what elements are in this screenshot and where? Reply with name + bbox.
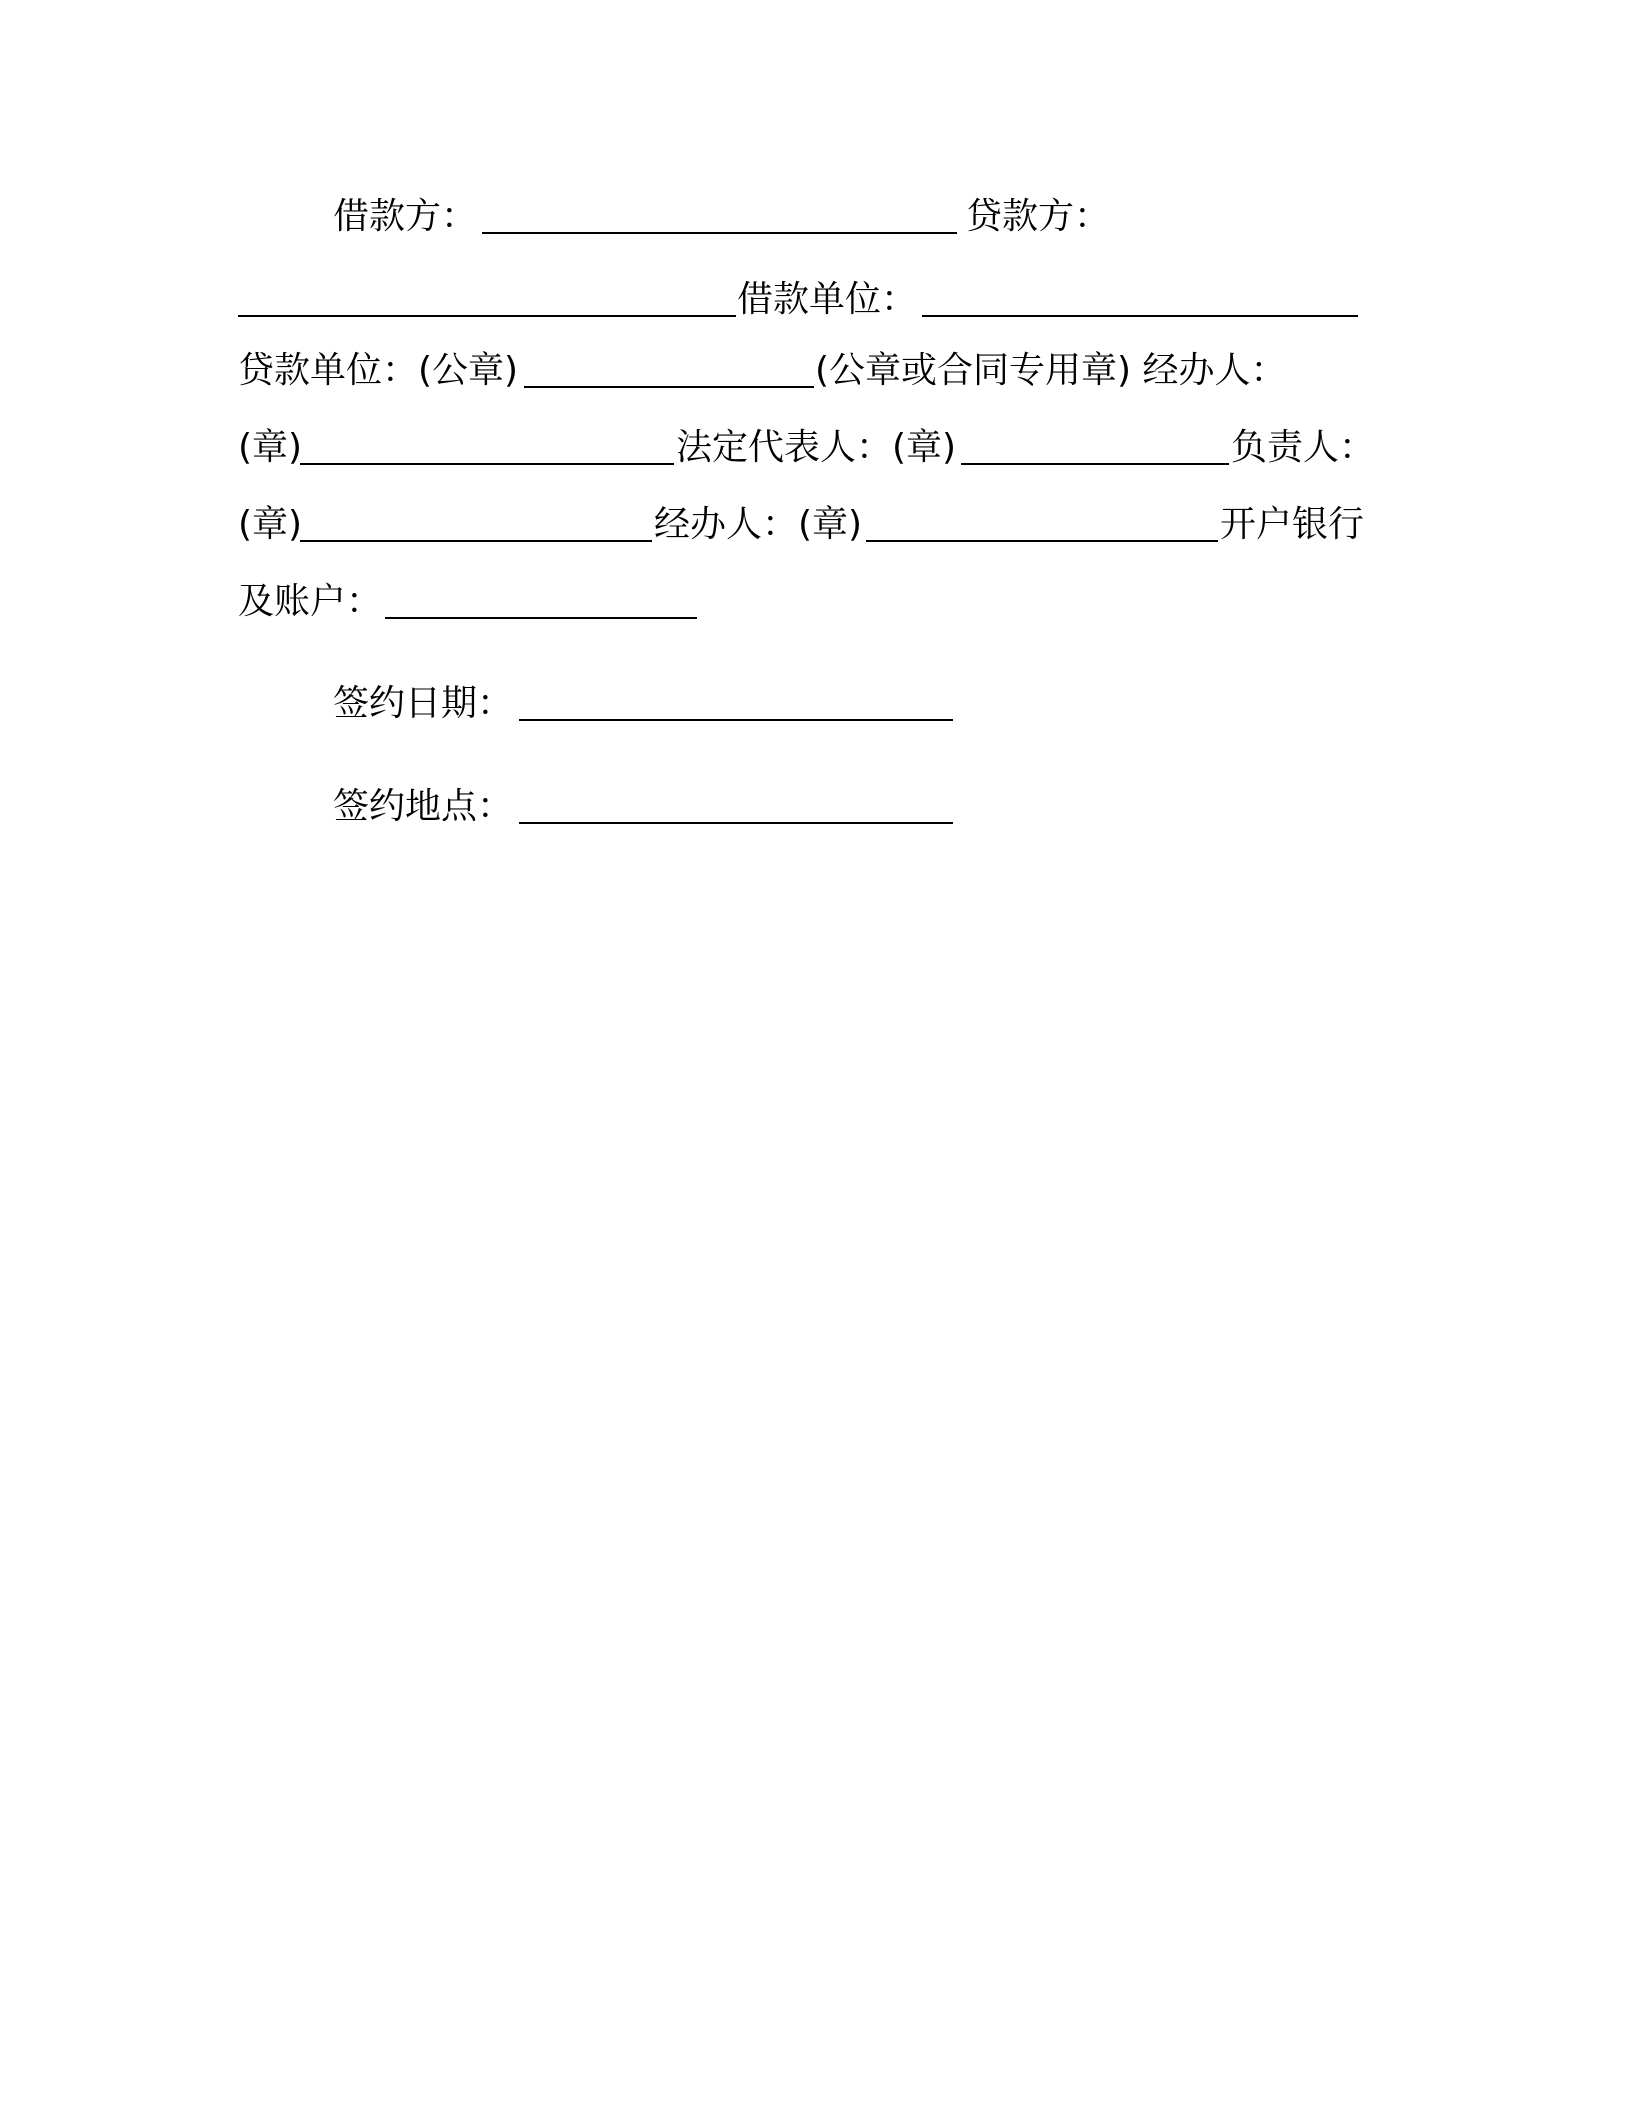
borrowing-unit-label: 借款单位： [737, 279, 918, 320]
bank-label: 开户银行 [1220, 504, 1365, 545]
lending-unit-blank[interactable] [524, 356, 814, 388]
borrowing-unit-blank[interactable] [922, 285, 1358, 317]
handler-label-2: 经办人：(章) [654, 504, 863, 545]
account-label: 及账户： [238, 581, 383, 622]
account-blank[interactable] [385, 587, 697, 619]
seal-label-1: (章) [238, 427, 303, 468]
signing-place-blank[interactable] [519, 792, 953, 824]
signing-place-label: 签约地点： [333, 786, 514, 827]
borrower-label: 借款方： [333, 196, 478, 237]
seal-label-2: (章) [238, 504, 303, 545]
lender-label: 贷款方： [966, 196, 1111, 237]
signing-date-label: 签约日期： [333, 683, 514, 724]
seal-handler-label: (公章或合同专用章) 经办人： [815, 350, 1287, 391]
handler-blank-1[interactable] [300, 433, 674, 465]
handler-blank-2[interactable] [866, 510, 1218, 542]
signing-date-blank[interactable] [519, 689, 953, 721]
responsible-person-blank[interactable] [300, 510, 652, 542]
legal-rep-label: 法定代表人：(章) [676, 427, 957, 468]
legal-rep-blank[interactable] [961, 433, 1229, 465]
responsible-person-label: 负责人： [1231, 427, 1376, 468]
lender-blank[interactable] [238, 285, 736, 317]
lending-unit-label: 贷款单位：(公章) [238, 350, 519, 391]
borrower-blank[interactable] [482, 202, 957, 234]
